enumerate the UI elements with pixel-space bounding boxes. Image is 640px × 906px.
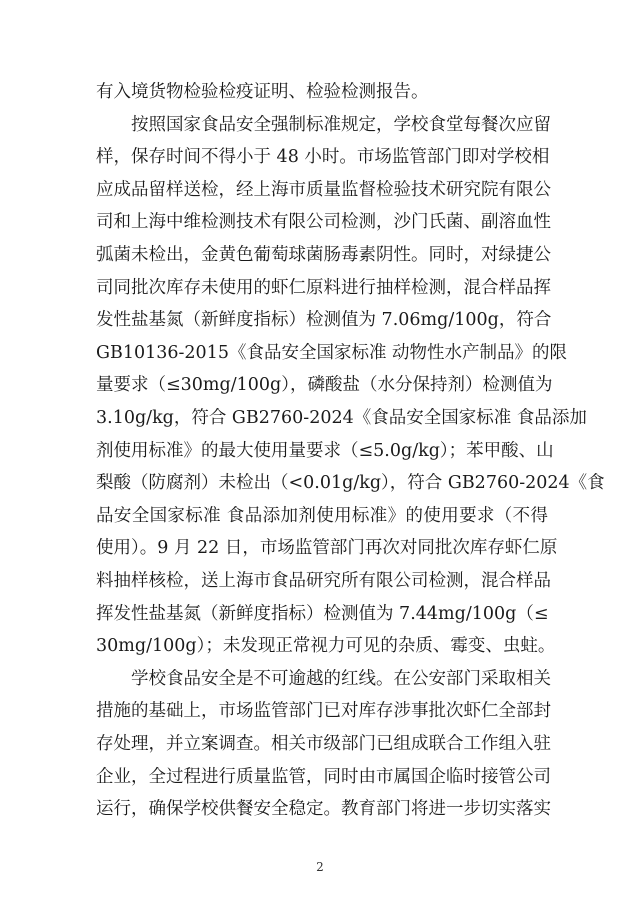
paragraph-line: 运行，确保学校供餐安全稳定。教育部门将进一步切实落实 <box>96 799 551 820</box>
paragraph-line: 30mg/100g）；未发现正常视力可见的杂质、霉变、虫蛀。 <box>96 636 556 657</box>
paragraph-line: 样，保存时间不得小于 48 小时。市场监管部门即对学校相 <box>96 147 550 168</box>
paragraph-line: 剂使用标准》的最大使用量要求（≤5.0g/kg）；苯甲酸、山 <box>96 440 554 461</box>
paragraph-line: 存处理，并立案调查。相关市级部门已组成联合工作组入驻 <box>96 734 551 754</box>
page-number: 2 <box>316 859 324 874</box>
paragraph-line: 措施的基础上，市场监管部门已对库存涉事批次虾仁全部封 <box>96 701 551 722</box>
paragraph-line: 应成品留样送检，经上海市质量监督检验技术研究院有限公 <box>96 179 551 200</box>
paragraph-line: 品安全国家标准 食品添加剂使用标准》的使用要求（不得 <box>96 505 548 526</box>
paragraph-line: 量要求（≤30mg/100g），磷酸盐（水分保持剂）检测值为 <box>96 375 553 396</box>
paragraph-line: 学校食品安全是不可逾越的红线。在公安部门采取相关 <box>131 668 551 689</box>
paragraph-line: 料抽样核检，送上海市食品研究所有限公司检测，混合样品 <box>96 571 551 591</box>
paragraph-line: GB10136-2015《食品安全国家标准 动物性水产制品》的限 <box>96 342 568 363</box>
paragraph-line: 挥发性盐基氮（新鲜度指标）检测值为 7.44mg/100g（≤ <box>96 603 549 624</box>
paragraph-line: 按照国家食品安全强制标准规定，学校食堂每餐次应留 <box>131 114 551 135</box>
paragraph-line: 弧菌未检出，金黄色葡萄球菌肠毒素阴性。同时，对绿捷公 <box>96 245 551 265</box>
paragraph-line: 使用）。9 月 22 日，市场监管部门再次对同批次库存虾仁原 <box>96 538 558 559</box>
paragraph-line: 3.10g/kg，符合 GB2760-2024《食品安全国家标准 食品添加 <box>96 408 587 428</box>
paragraph-line: 发性盐基氮（新鲜度指标）检测值为 7.06mg/100g，符合 <box>96 310 552 331</box>
paragraph-line: 司同批次库存未使用的虾仁原料进行抽样检测，混合样品挥 <box>96 277 551 298</box>
paragraph-line: 有入境货物检验检疫证明、检验检测报告。 <box>96 82 429 102</box>
paragraph-line: 司和上海中维检测技术有限公司检测，沙门氏菌、副溶血性 <box>96 212 551 233</box>
paragraph-line: 企业，全过程进行质量监管，同时由市属国企临时接管公司 <box>96 766 551 787</box>
paragraph-line: 梨酸（防腐剂）未检出（<0.01g/kg），符合 GB2760-2024《食 <box>96 473 605 494</box>
